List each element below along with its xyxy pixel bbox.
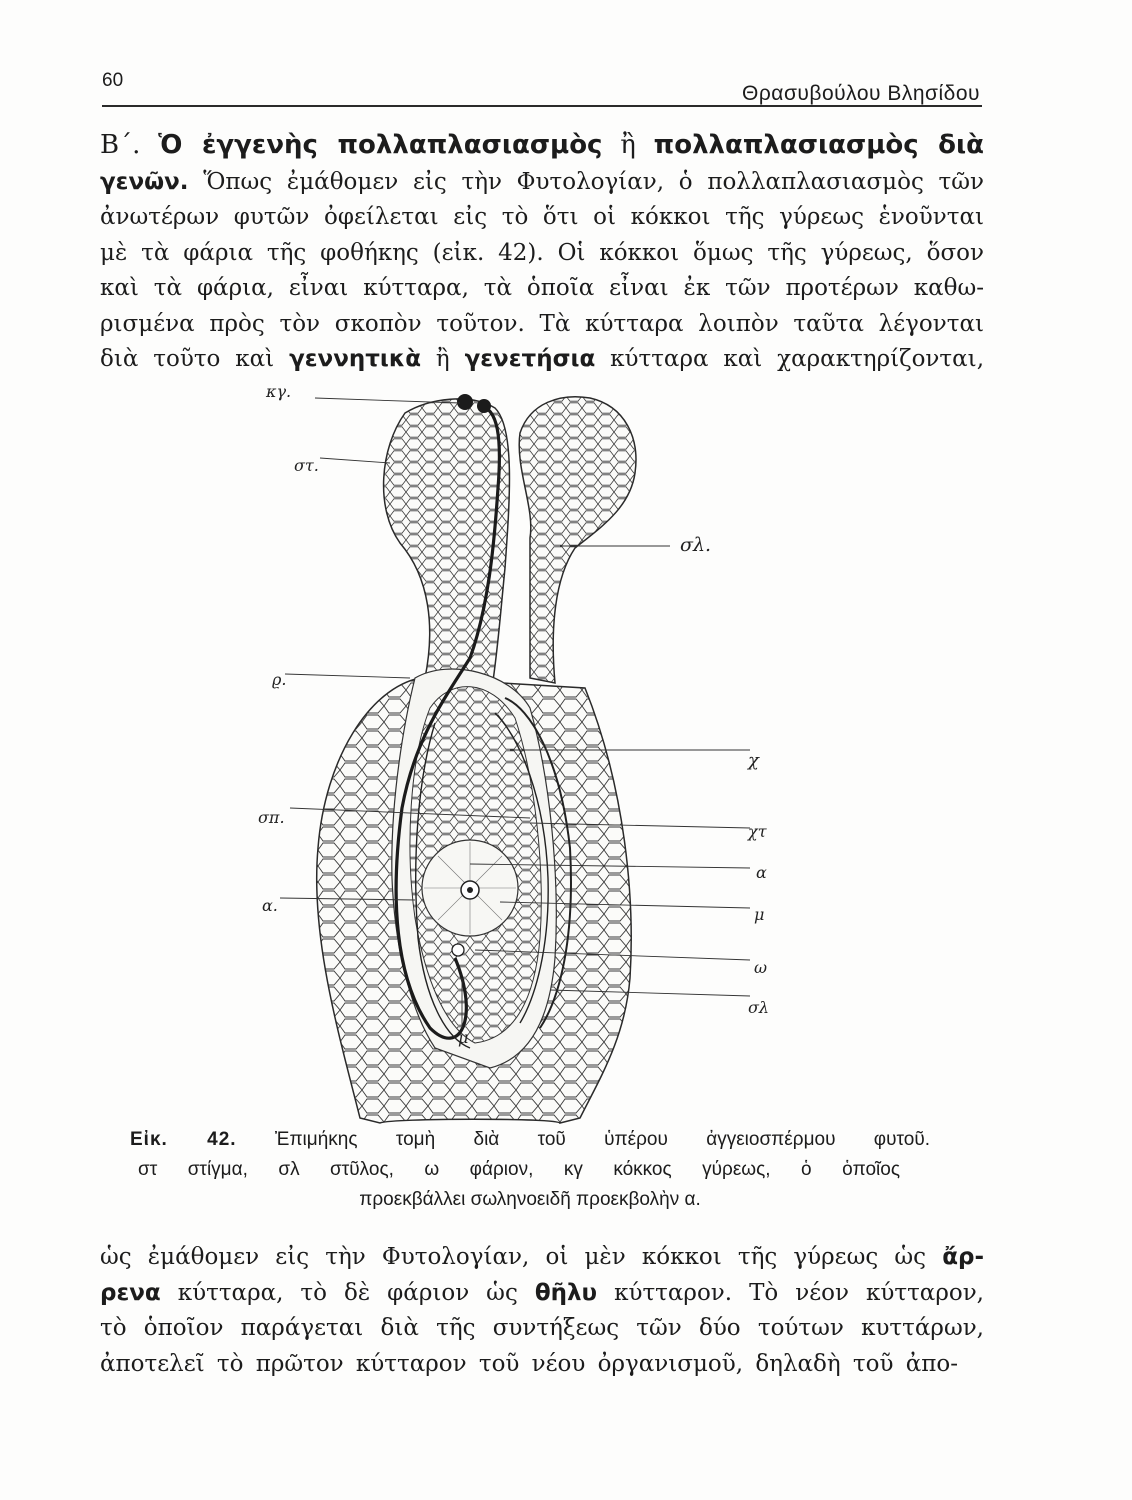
style-tissue xyxy=(384,399,510,688)
label-sl-top: σλ. xyxy=(680,534,712,556)
label-xt: χτ xyxy=(748,822,767,841)
label-omega: ω xyxy=(754,958,768,977)
text-span: κύτταρα, τὸ δὲ φάριον ὡς xyxy=(177,1279,518,1306)
section-title-conj: ἢ xyxy=(620,130,636,160)
term-genetisia: γενετήσια xyxy=(464,346,596,372)
section-title-part2: πολλαπλασιασμὸς διὰ xyxy=(653,130,985,160)
label-mu-bottom: μ xyxy=(458,1028,469,1047)
caption-fig-number: Εἰκ. 42. xyxy=(130,1129,237,1150)
figure-caption xyxy=(130,1125,930,1215)
text-span: Ὅπως ἐμάθομεν εἰς τὴν Φυτολογίαν, ὁ πολλαπλασιασμὸς τῶν xyxy=(203,168,985,195)
paragraph-1 xyxy=(100,128,984,378)
text-span: ὡς ἐμάθομεν εἰς τὴν Φυτολογίαν, οἱ μὲν κόκκοι τῆς γύρεως ὡς xyxy=(100,1244,927,1270)
text-line: μὲ τὰ φάρια τῆς φοθήκης (εἰκ. 42). Οἱ κόκκοι ὅμως τῆς γύρεως, ὅσον xyxy=(100,239,984,266)
section-title-part3: γενῶν. xyxy=(100,168,189,195)
label-st: στ. xyxy=(294,456,319,475)
label-r: ϱ. xyxy=(272,670,287,689)
label-a-right: α xyxy=(756,863,767,882)
micropyle-cell xyxy=(452,944,464,956)
label-sl-bottom: σλ xyxy=(748,998,770,1017)
paragraph-2 xyxy=(100,1240,984,1382)
text-line xyxy=(100,1240,984,1276)
caption-text: Ἐπιμήκης τομὴ διὰ τοῦ ὑπέρου ἀγγειοσπέρμου φυτοῦ. xyxy=(274,1129,930,1150)
text-line: ἀνωτέρων φυτῶν ὀφείλεται εἰς τὸ ὅτι οἱ κόκκοι τῆς γύρεως ἑνοῦνται xyxy=(100,204,984,230)
label-sp: σπ. xyxy=(258,808,285,827)
label-a-left: α. xyxy=(262,896,278,915)
figure-42-pistil-section xyxy=(230,378,830,1138)
term-thilu: θῆλυ xyxy=(534,1279,598,1306)
section-title-part1: Ὁ ἐγγενὴς πολλαπλασιασμὸς xyxy=(158,130,603,160)
pistil-illustration xyxy=(230,378,830,1138)
text-line: τὸ ὁποῖον παράγεται διὰ τῆς συντήξεως τῶν δύο τούτων κυττάρων, xyxy=(100,1315,984,1341)
text-line: ρισμένα πρὸς τὸν σκοπὸν τοῦτον. Τὰ κύτταρα λοιπὸν ταῦτα λέγονται xyxy=(100,310,984,337)
term-arrena-end: ρενα xyxy=(100,1279,161,1306)
label-x: χ xyxy=(748,750,759,771)
style-tissue-right xyxy=(519,397,636,683)
page-number: 60 xyxy=(102,70,124,91)
section-number: Β΄. xyxy=(100,130,141,160)
pollen-grain xyxy=(477,399,491,413)
label-mu-right: μ xyxy=(754,905,765,924)
text-line: καὶ τὰ φάρια, εἶναι κύτταρα, τὰ ὁποῖα εἶναι ἐκ τῶν προτέρων καθω- xyxy=(100,275,984,301)
text-line xyxy=(100,165,984,201)
text-span: κύτταρα καὶ χαρακτηρίζονται, xyxy=(610,346,985,372)
label-ky: κγ. xyxy=(266,382,292,401)
caption-line: στ στίγμα, σλ στῦλος, ω φάριον, κγ κόκκος γύρεως, ὁ ὁποῖος xyxy=(138,1159,900,1180)
text-line xyxy=(100,1276,984,1312)
heading-line xyxy=(100,128,984,165)
header-rule xyxy=(102,105,982,107)
term-arrena-start: ἄρ- xyxy=(942,1244,984,1270)
text-span: κύτταρον. Τὸ νέον κύτταρον, xyxy=(614,1279,984,1306)
caption-line: προεκβάλλει σωληνοειδῆ προεκβολὴν α. xyxy=(359,1189,701,1210)
text-line xyxy=(100,342,984,378)
pollen-grain xyxy=(457,394,473,410)
text-span: ἢ xyxy=(435,346,450,372)
term-gennitika: γεννητικὰ xyxy=(289,346,422,372)
text-line: ἀποτελεῖ τὸ πρῶτον κύτταρον τοῦ νέου ὀργανισμοῦ, δηλαδὴ τοῦ ἀπο- xyxy=(100,1350,958,1377)
egg-nucleolus xyxy=(467,887,473,893)
caption-line xyxy=(130,1125,930,1155)
text-span: διὰ τοῦτο καὶ xyxy=(100,346,275,372)
running-header-author: Θρασυβούλου Βλησίδου xyxy=(742,82,980,105)
